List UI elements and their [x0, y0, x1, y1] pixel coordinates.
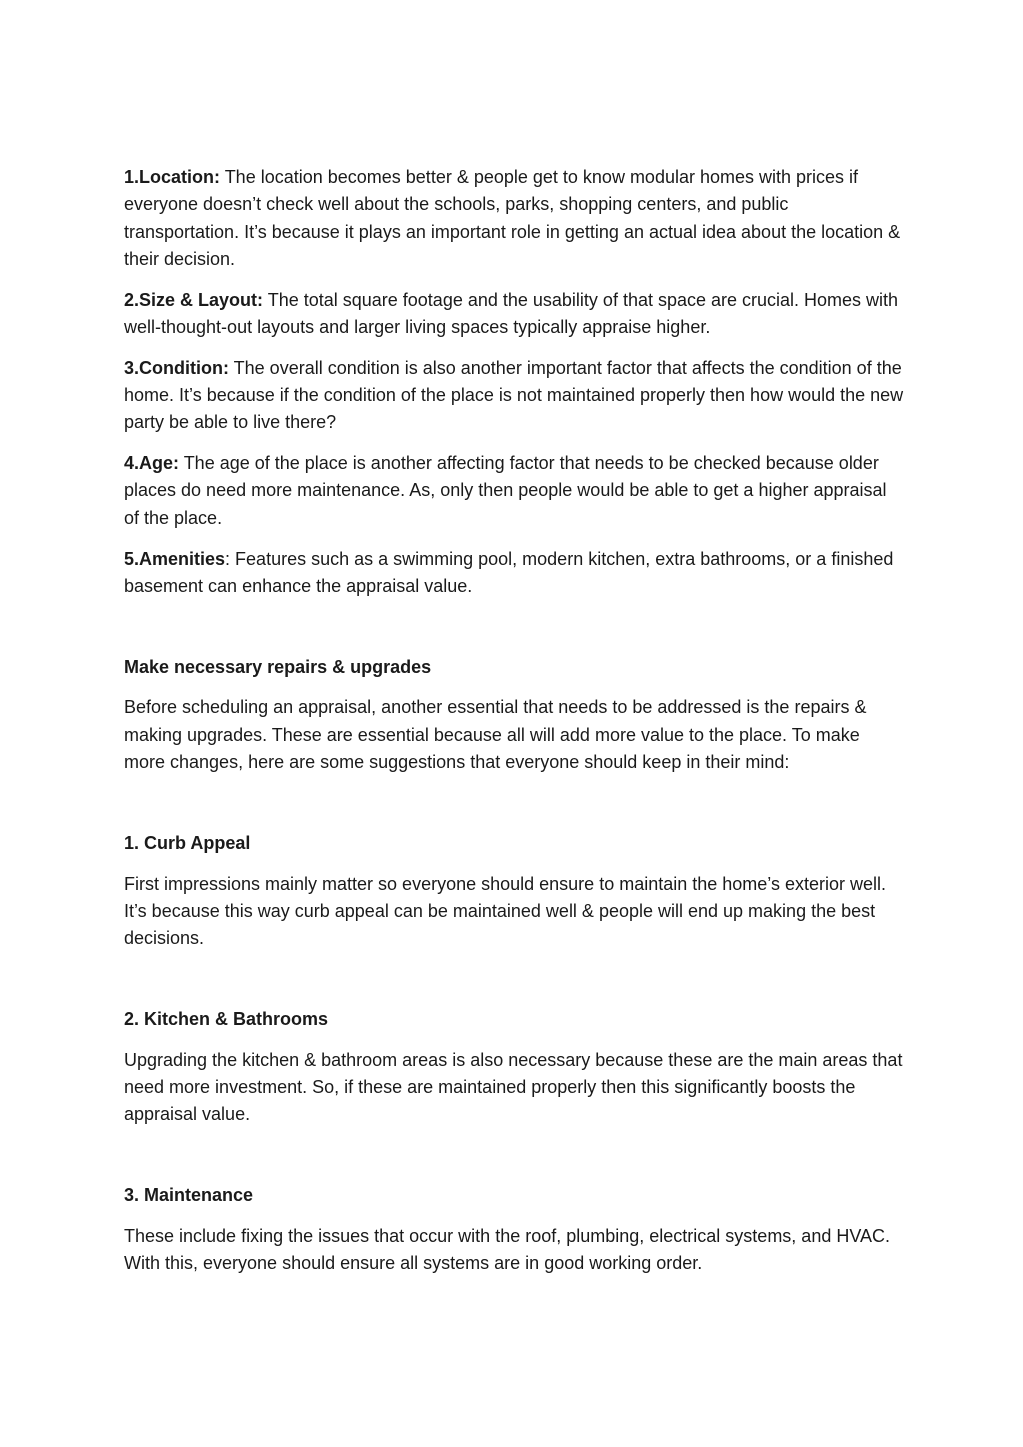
text-maintenance: These include fixing the issues that occur with the roof, plumbing, electrical systems, and HVAC. With this, everyone should ensure all systems are in good working order.: [124, 1226, 891, 1274]
factor-condition: [124, 355, 904, 437]
factor-text: The overall condition is also another important factor that affects the condition of the home. It’s because if the condition of the place is not maintained properly then how would the new party be able to live there?: [124, 357, 904, 433]
factor-text: The total square footage and the usability of that space are crucial. Homes with well-thought-out layouts and larger living spaces typically appraise higher.: [124, 289, 899, 337]
spacer: [124, 966, 904, 1006]
subheading-kitchen-bathrooms: 2. Kitchen & Bathrooms: [124, 1009, 329, 1030]
factor-amenities: [124, 546, 904, 601]
spacer: [124, 614, 904, 654]
section-heading-repairs: Make necessary repairs & upgrades: [124, 656, 432, 677]
document-body: [124, 164, 904, 1291]
factor-text: The age of the place is another affecting factor that needs to be checked because older places do need more maintenance. As, only then people would be able to get a higher appraisal of the place.: [124, 453, 887, 528]
section-text-repairs: Before scheduling an appraisal, another essential that needs to be addressed is the repairs & making upgrades. These are essential because all will add more value to the place. To make more changes, here are some suggestions that everyone should keep in their mind:: [124, 697, 867, 773]
spacer: [124, 1142, 904, 1182]
factor-lead: 4.Age:: [124, 453, 180, 474]
text-curb-appeal: First impressions mainly matter so everyone should ensure to maintain the home’s exterior well. It’s because this way curb appeal can be maintained well & people will end up making the best decisions.: [124, 873, 886, 949]
subheading-curb-appeal: 1. Curb Appeal: [124, 832, 251, 853]
factor-text: : Features such as a swimming pool, modern kitchen, extra bathrooms, or a finished basement can enhance the appraisal value.: [124, 548, 894, 596]
factor-age: [124, 450, 904, 532]
text-kitchen-bathrooms: Upgrading the kitchen & bathroom areas is also necessary because these are the main areas that need more investment. So, if these are maintained properly then this significantly boosts the appraisal value.: [124, 1049, 903, 1125]
subheading-maintenance: 3. Maintenance: [124, 1185, 254, 1206]
factor-location: [124, 164, 904, 273]
factor-lead: 2.Size & Layout:: [124, 289, 264, 310]
factor-lead: 5.Amenities: [124, 548, 226, 569]
factor-size-layout: [124, 287, 904, 342]
factor-lead: 3.Condition:: [124, 357, 229, 378]
spacer: [124, 790, 904, 830]
factor-text: The location becomes better & people get to know modular homes with prices if everyone doesn’t check well about the schools, parks, shopping centers, and public transportation. It’s because it plays an important role in getting an actual idea about the location & their decision.: [124, 167, 901, 269]
factor-lead: 1.Location:: [124, 167, 221, 187]
